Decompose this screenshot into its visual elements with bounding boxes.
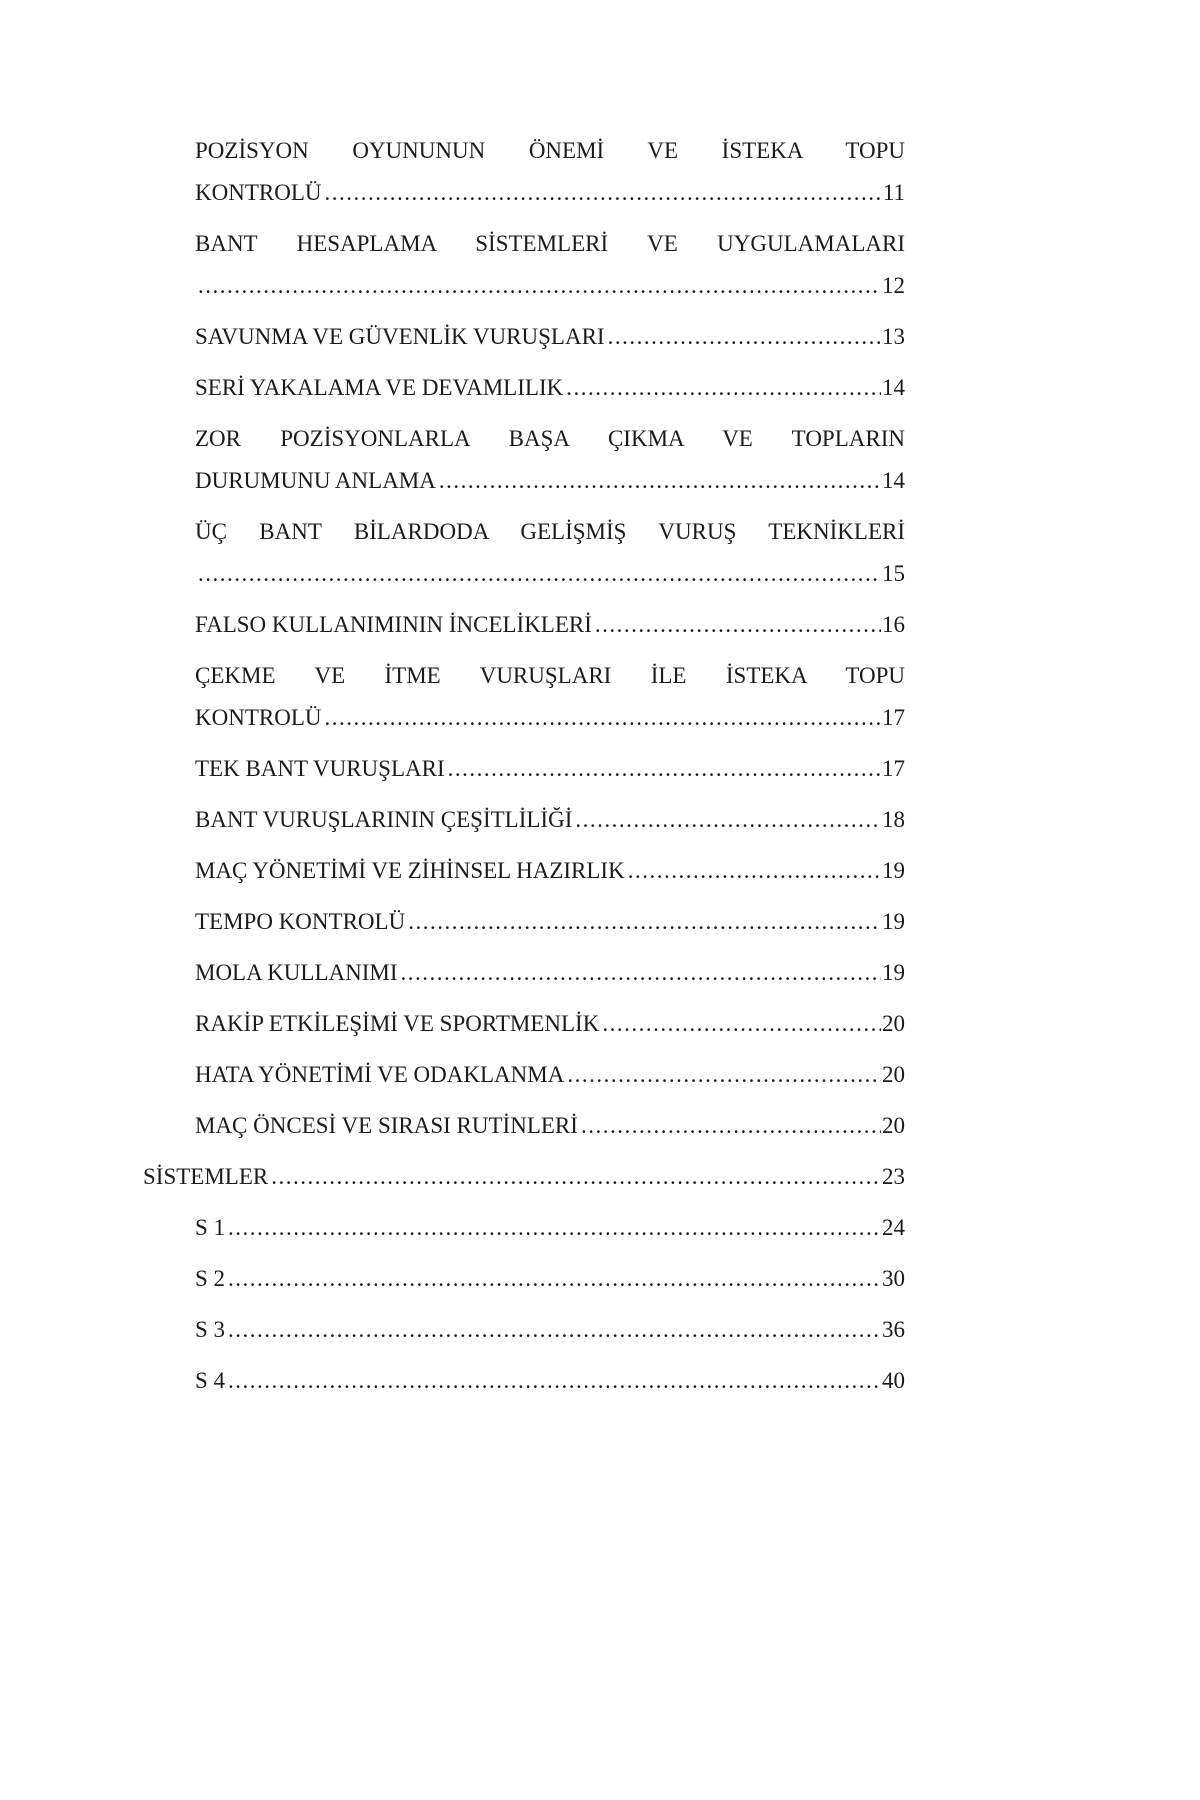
toc-entry-title-line: ÇEKME VE İTME VURUŞLARI İLE İSTEKA TOPU <box>195 663 905 688</box>
page-number: 19 <box>882 858 905 883</box>
page-number: 17 <box>882 756 905 781</box>
toc-entry <box>195 952 905 994</box>
toc-entry-title: RAKİP ETKİLEŞİMİ VE SPORTMENLİK <box>195 1011 600 1036</box>
toc-entry-title: S 3 <box>195 1317 226 1342</box>
toc-entry <box>195 418 905 502</box>
dot-leader <box>322 172 882 214</box>
toc-entry <box>195 130 905 214</box>
toc-entry <box>195 799 905 841</box>
toc-entry-title: TEK BANT VURUŞLARI <box>195 756 445 781</box>
toc-entry-last-line <box>195 1003 905 1045</box>
page-number: 20 <box>882 1113 905 1138</box>
toc-entry-title-line: ZOR POZİSYONLARLA BAŞA ÇIKMA VE TOPLARIN <box>195 426 905 451</box>
toc-entry-last-line <box>195 850 905 892</box>
toc-entry-last-line <box>195 367 905 409</box>
dot-leader <box>398 952 881 994</box>
toc-entry-title: MAÇ ÖNCESİ VE SIRASI RUTİNLERİ <box>195 1113 578 1138</box>
toc-entry <box>195 1003 905 1045</box>
toc-entry-last-line <box>195 460 905 502</box>
toc-entry-title-line: BANT HESAPLAMA SİSTEMLERİ VE UYGULAMALARI <box>195 231 905 256</box>
toc-entry-title: MOLA KULLANIMI <box>195 960 398 985</box>
toc-entry-title: TEMPO KONTROLÜ <box>195 909 406 934</box>
toc-entry-last-line <box>195 553 905 595</box>
toc-entry <box>195 748 905 790</box>
page-number: 19 <box>882 909 905 934</box>
toc-entry-last-line <box>195 1258 905 1300</box>
toc-entry-last-line <box>195 172 905 214</box>
dot-leader <box>436 460 881 502</box>
toc-entry-title: SAVUNMA VE GÜVENLİK VURUŞLARI <box>195 324 605 349</box>
toc-entry-last-line <box>195 316 905 358</box>
dot-leader <box>625 850 881 892</box>
toc-entry-title: FALSO KULLANIMININ İNCELİKLERİ <box>195 612 592 637</box>
toc-entry-last-line <box>195 1105 905 1147</box>
toc-entry <box>195 1258 905 1300</box>
page-number: 20 <box>882 1062 905 1087</box>
dot-leader <box>195 265 881 307</box>
toc-entry <box>195 367 905 409</box>
page-number: 19 <box>882 960 905 985</box>
page-number: 14 <box>882 375 905 400</box>
dot-leader <box>605 316 881 358</box>
toc-entry <box>195 901 905 943</box>
dot-leader <box>599 1003 881 1045</box>
toc-entry <box>195 655 905 739</box>
page-number: 17 <box>882 705 905 730</box>
toc-entry <box>195 1054 905 1096</box>
toc-entry-title: DURUMUNU ANLAMA <box>195 468 436 493</box>
page-number: 11 <box>882 180 905 205</box>
page-number: 14 <box>882 468 905 493</box>
toc-entry-title: MAÇ YÖNETİMİ VE ZİHİNSEL HAZIRLIK <box>195 858 625 883</box>
toc-entry <box>195 1309 905 1351</box>
toc-entry-title: SERİ YAKALAMA VE DEVAMLILIK <box>195 375 564 400</box>
toc-entry-title: SİSTEMLER <box>143 1164 269 1189</box>
dot-leader <box>405 901 881 943</box>
dot-leader <box>268 1156 881 1198</box>
page-number: 36 <box>882 1317 905 1342</box>
toc-entry-last-line <box>195 901 905 943</box>
page-number: 16 <box>882 612 905 637</box>
toc-entry <box>195 316 905 358</box>
toc-entry <box>195 850 905 892</box>
toc-entry-title-line: ÜÇ BANT BİLARDODA GELİŞMİŞ VURUŞ TEKNİKLERİ <box>195 519 905 544</box>
dot-leader <box>445 748 881 790</box>
dot-leader <box>225 1258 881 1300</box>
toc-entry-last-line <box>195 1360 905 1402</box>
page-number: 20 <box>882 1011 905 1036</box>
dot-leader <box>572 799 881 841</box>
page-number: 15 <box>882 561 905 586</box>
toc-entry <box>195 511 905 595</box>
toc-entry-last-line <box>195 697 905 739</box>
toc-entry <box>195 223 905 307</box>
page-number: 30 <box>882 1266 905 1291</box>
dot-leader <box>564 1054 881 1096</box>
toc-entry-title: KONTROLÜ <box>195 180 322 205</box>
toc-entry-title: KONTROLÜ <box>195 705 322 730</box>
dot-leader <box>225 1207 881 1249</box>
page-number: 12 <box>882 273 905 298</box>
toc-entry-last-line <box>195 265 905 307</box>
dot-leader <box>225 1309 881 1351</box>
page-number: 13 <box>882 324 905 349</box>
toc-entry-last-line <box>195 748 905 790</box>
toc-entry-last-line <box>195 1207 905 1249</box>
page-number: 23 <box>882 1164 905 1189</box>
toc-entry <box>143 1156 905 1198</box>
toc-entry <box>195 1360 905 1402</box>
toc-entry-last-line <box>195 799 905 841</box>
toc-entry-last-line <box>195 1054 905 1096</box>
page-number: 24 <box>882 1215 905 1240</box>
dot-leader <box>563 367 881 409</box>
toc-entry-title: HATA YÖNETİMİ VE ODAKLANMA <box>195 1062 565 1087</box>
toc-entry-title: S 1 <box>195 1215 226 1240</box>
toc <box>143 130 905 1411</box>
toc-entry-title: S 2 <box>195 1266 226 1291</box>
toc-entry-title: BANT VURUŞLARININ ÇEŞİTLİLİĞİ <box>195 807 573 832</box>
dot-leader <box>592 604 881 646</box>
page-number: 40 <box>882 1368 905 1393</box>
dot-leader <box>195 553 881 595</box>
toc-entry-title-line: POZİSYON OYUNUNUN ÖNEMİ VE İSTEKA TOPU <box>195 138 905 163</box>
toc-entry-last-line <box>195 604 905 646</box>
toc-entry-last-line <box>195 952 905 994</box>
toc-entry-last-line <box>195 1309 905 1351</box>
dot-leader <box>322 697 882 739</box>
toc-entry <box>195 604 905 646</box>
toc-entry <box>195 1207 905 1249</box>
page-number: 18 <box>882 807 905 832</box>
toc-entry <box>195 1105 905 1147</box>
toc-entry-last-line <box>143 1156 905 1198</box>
toc-entry-title: S 4 <box>195 1368 226 1393</box>
dot-leader <box>578 1105 881 1147</box>
dot-leader <box>225 1360 881 1402</box>
